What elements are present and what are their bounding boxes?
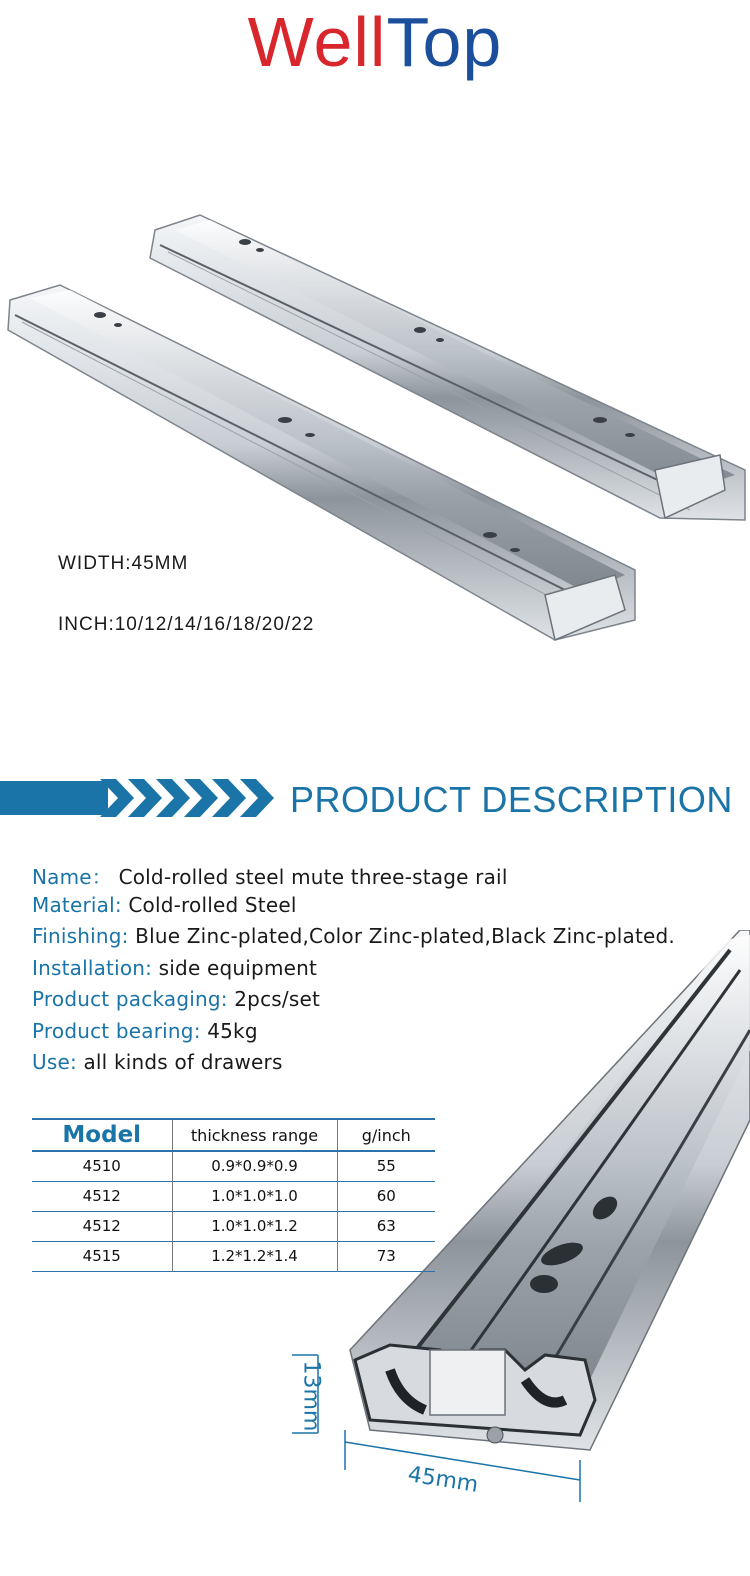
rail-back [150, 215, 745, 520]
desc-name [32, 861, 508, 890]
desc-value: Cold-rolled steel mute three-stage rail [112, 865, 508, 889]
table-cell-thickness: 1.2*1.2*1.4 [172, 1241, 337, 1271]
desc-value: Cold-rolled Steel [121, 893, 297, 917]
table-cell-weight: 73 [337, 1241, 435, 1271]
table-cell-weight: 55 [337, 1151, 435, 1181]
desc-value: side equipment [152, 956, 318, 980]
table-header-thickness: thickness range [172, 1119, 337, 1151]
table-cell-model: 4510 [82, 1157, 121, 1176]
brand-logo-well: Well [247, 3, 387, 81]
spec-inch: INCH:10/12/14/16/18/20/22 [58, 614, 315, 635]
desc-value: all kinds of drawers [76, 1050, 283, 1074]
desc-key: Finishing: [32, 924, 129, 948]
table-row [32, 1211, 435, 1241]
desc-bearing [32, 1019, 258, 1043]
brand-logo-text [0, 2, 750, 82]
table-header-weight: g/inch [337, 1119, 435, 1151]
table-header-model: Model [62, 1122, 142, 1148]
table-cell-model: 4515 [82, 1247, 121, 1265]
table-cell-thickness: 0.9*0.9*0.9 [172, 1151, 337, 1181]
dimension-height-label: 13mm [298, 1360, 324, 1432]
desc-installation [32, 956, 317, 980]
desc-use [32, 1050, 283, 1074]
section-title: PRODUCT DESCRIPTION [290, 779, 733, 820]
table-cell-thickness: 1.0*1.0*1.0 [172, 1181, 337, 1211]
desc-key: Name： [32, 865, 113, 889]
desc-key: Product packaging: [32, 987, 228, 1011]
table-header-row [32, 1119, 435, 1151]
section-header-bar [0, 781, 108, 815]
section-header-chevrons [100, 779, 280, 817]
spec-width: WIDTH:45MM [58, 553, 189, 574]
table-cell-weight: 63 [337, 1211, 435, 1241]
desc-packaging [32, 987, 320, 1011]
table-cell-model: 4512 [82, 1217, 121, 1235]
desc-key: Use: [32, 1050, 77, 1074]
dimension-width-label: 45mm [406, 1462, 480, 1498]
desc-key: Product bearing: [32, 1019, 201, 1043]
table-cell-model: 4512 [82, 1187, 121, 1205]
desc-value: Blue Zinc-plated,Color Zinc-plated,Black Zinc-plated. [128, 924, 675, 948]
product-image-rails [0, 200, 750, 660]
table-cell-thickness: 1.0*1.0*1.2 [172, 1211, 337, 1241]
spec-table [32, 1118, 435, 1272]
table-cell-weight: 60 [337, 1181, 435, 1211]
brand-logo-top: Top [386, 3, 503, 81]
desc-value: 45kg [200, 1019, 258, 1043]
table-row [32, 1241, 435, 1271]
desc-key: Material: [32, 893, 122, 917]
desc-value: 2pcs/set [227, 987, 321, 1011]
table-row [32, 1151, 435, 1181]
desc-key: Installation: [32, 956, 153, 980]
table-row [32, 1181, 435, 1211]
brand-logo [0, 0, 750, 110]
desc-material [32, 893, 297, 917]
